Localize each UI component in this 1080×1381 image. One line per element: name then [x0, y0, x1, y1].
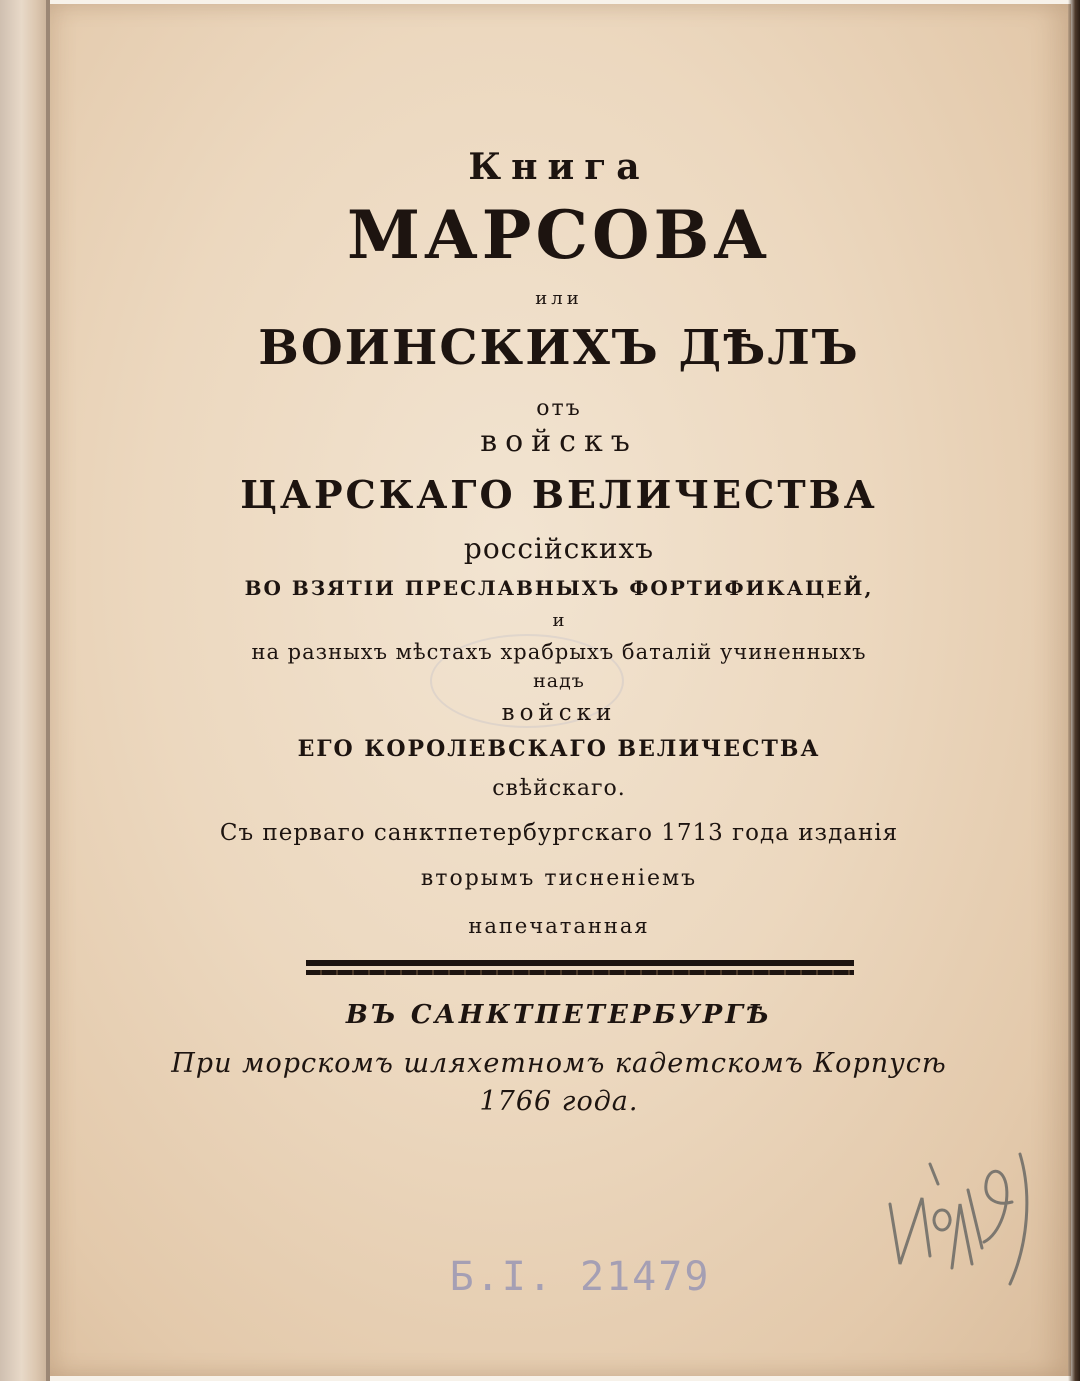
- title-line-voinskikh-del: ВОИНСКИХЪ ДѢЛЪ: [258, 320, 860, 376]
- page-edge-shadow: [1068, 0, 1080, 1381]
- title-line-ot: отъ: [536, 396, 582, 421]
- title-line-vo-vzyatii: ВО ВЗЯТIИ ПРЕСЛАВНЫХЪ ФОРТИФИКАЦЕЙ,: [244, 576, 874, 600]
- title-line-tsarskago-velichestva: ЦАРСКАГО ВЕЛИЧЕСТВА: [240, 472, 878, 517]
- handwritten-shelfmark: [860, 1144, 1040, 1294]
- title-line-rossiiskikh: россiйскихъ: [463, 532, 655, 565]
- title-line-edition: Съ перваго санктпетербургскаго 1713 года изданiя: [219, 820, 899, 846]
- imprint-press: При морскомъ шляхетномъ кадетскомъ Корпусѣ: [171, 1048, 947, 1079]
- ornamental-rule-thin: [306, 970, 854, 975]
- title-line-ego-korolevskago: ЕГО КОРОЛЕВСКАГО ВЕЛИЧЕСТВА: [297, 736, 821, 762]
- title-line-napechatannaya: напечатанная: [468, 914, 650, 938]
- title-line-i: и: [552, 610, 566, 631]
- title-line-ili: или: [535, 288, 583, 309]
- title-line-vtorym: вторымъ тисненiемъ: [420, 866, 698, 891]
- svg-text:Б.I. 21479: Б.I. 21479: [449, 1254, 711, 1300]
- title-line-sveiskago: свѣйскаго.: [492, 776, 626, 801]
- book-spine: [0, 0, 48, 1381]
- library-stamp: [410, 1244, 750, 1308]
- imprint-year: 1766 года.: [479, 1086, 639, 1117]
- title-line-voisk: войскъ: [480, 424, 638, 459]
- title-line-kniga: Книга: [468, 146, 650, 188]
- title-line-nad: надъ: [533, 670, 585, 692]
- imprint-place: ВЪ САНКТПЕТЕРБУРГѢ: [345, 1000, 773, 1030]
- title-line-na-raznykh: на разныхъ мѣстахъ храбрыхъ баталiй учиненныхъ: [251, 640, 867, 664]
- ornamental-rule-thick: [306, 960, 854, 966]
- title-line-marsova: МАРСОВА: [347, 196, 771, 274]
- title-page: [50, 4, 1071, 1376]
- title-line-voiski: войски: [501, 700, 617, 726]
